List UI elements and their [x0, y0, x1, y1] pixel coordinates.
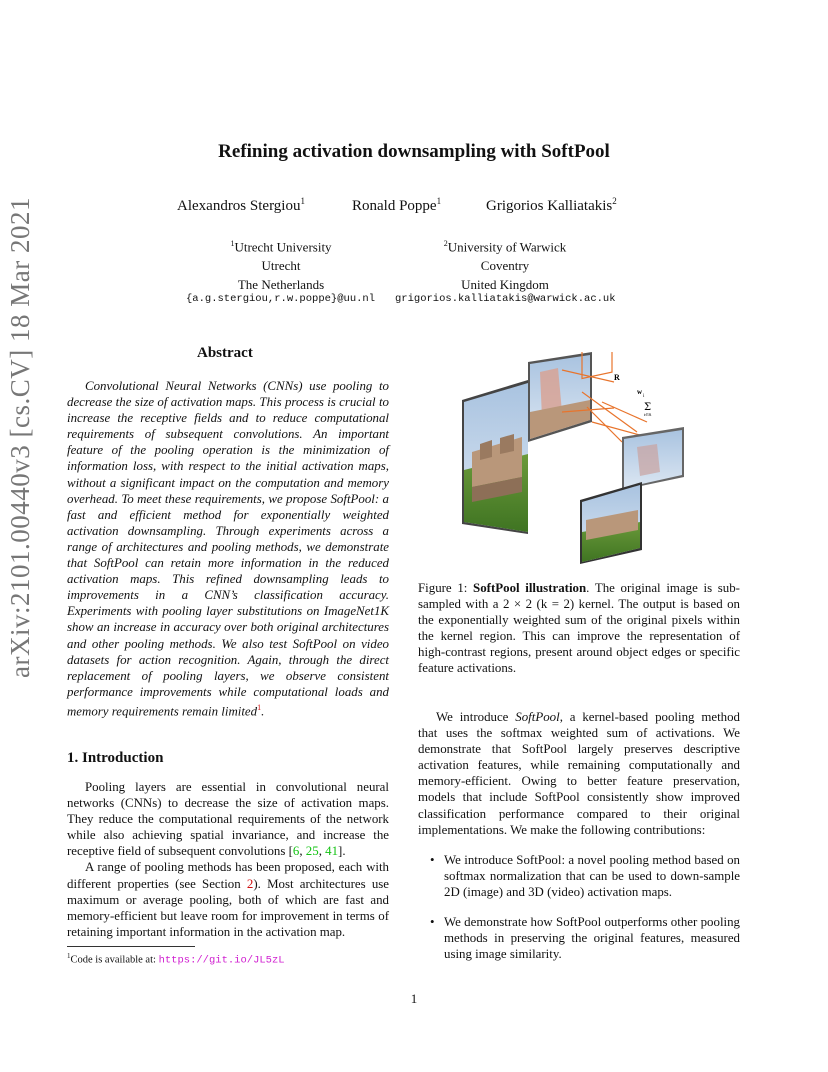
- author-3: [486, 196, 617, 215]
- affiliation-2: [430, 234, 580, 294]
- right-text: , a kernel-based pooling method that uses the softmax weighted sum of activations. We demonstrate that SoftPool largely preserves descriptive activation features, while remaining computationally and memory-efficient. Owing to better feature preservation, models that include SoftPool consistently show improved classification performance compared to their original implementations. We make the following contributions:: [418, 710, 741, 837]
- label-sum: Σ: [644, 402, 652, 413]
- list-item: [418, 852, 740, 900]
- aff-line: The Netherlands: [237, 277, 325, 293]
- output-image-layer: [622, 427, 684, 490]
- author-sup: 1: [300, 196, 305, 206]
- list-item: [418, 914, 740, 962]
- label-R: R: [614, 373, 620, 382]
- author-name: Grigorios Kalliatakis: [486, 198, 613, 214]
- aff-line: Utrecht University: [234, 239, 332, 255]
- caption-prefix: Figure 1:: [418, 581, 474, 595]
- footnote-marker[interactable]: 1: [257, 702, 262, 712]
- author-1: [177, 196, 305, 215]
- intro-body: Pooling layers are essential in convolutional neural networks (CNNs) to decrease the size of activation maps. They reduce the computational requirements of the network while also achieving spatial invariance, and increase the receptive field of subsequent convolutions [6, 25, 41]. A range of pooling methods has been proposed, each with different properties (see Section 2). Most architectures use maximum or average pooling, both of which are fast and memory-efficient but leave room for improvement in terms of retaining important information in the activation map.: [67, 780, 390, 939]
- intro-heading: 1. Introduction: [67, 750, 164, 766]
- citation-link[interactable]: 25: [305, 844, 319, 859]
- contributions-list: [418, 852, 740, 975]
- abstract-text: Convolutional Neural Networks (CNNs) use pooling to decrease the size of activation maps. This process is crucial to increase the receptive fields and to reduce computational requirements of subsequent convolutions. An important feature of the pooling operation is the minimization of information loss, with respect to the initial activation maps, without a significant impact on the computation and memory overhead. To meet these requirements, we propose SoftPool: a fast and efficient method for exponentially weighted activation downsampling. Through experiments across a range of architectures and pooling methods, we demonstrate that SoftPool can retain more information in the reduced activation maps. This refined downsampling leads to improvements in a CNN’s classification accuracy. Experiments with pooling layer substitutions on ImageNet1K show an increase in accuracy over both original architectures and other pooling methods. We also test SoftPool on video datasets for action recognition. Again, through the direct replacement of pooling layers, we observe consistent performance improvements while computational loads and memory requirements remain limited: [67, 379, 389, 719]
- author-sup: 2: [612, 196, 617, 206]
- footnote-rule: [67, 946, 195, 947]
- aff-line: United Kingdom: [461, 277, 549, 293]
- footnote: [67, 952, 285, 967]
- citation-link[interactable]: 6: [292, 844, 300, 859]
- figure-caption: [418, 580, 740, 677]
- citation-link[interactable]: 41: [325, 844, 339, 859]
- email-2: grigorios.kalliatakis@warwick.ac.uk: [395, 293, 616, 305]
- label-w: w: [637, 388, 643, 396]
- aff-sup: 2: [443, 239, 448, 248]
- aff-line: Utrecht: [261, 258, 301, 274]
- intro-text: ). Most architectures use maximum or average pooling, both of which are fast and memory-efficient but leave room for improvement in terms of retaining important information in the activation map.: [67, 876, 390, 939]
- footnote-text: Code is available at:: [70, 954, 159, 966]
- intro-text: A range of pooling methods has been proposed, each with different properties (see Section: [67, 860, 389, 891]
- softpool-em: SoftPool: [515, 710, 560, 724]
- output-image-bottom: [580, 482, 642, 564]
- page-number: 1: [410, 991, 418, 1006]
- contributions-intro: [418, 709, 740, 838]
- affiliation-1: [206, 234, 356, 294]
- arxiv-sidebar-id: arXiv:2101.00440v3 [cs.CV] 18 Mar 2021: [5, 197, 35, 678]
- section-link[interactable]: 2: [246, 876, 254, 891]
- email-1: {a.g.stergiou,r.w.poppe}@uu.nl: [186, 293, 376, 305]
- aff-line: Coventry: [480, 258, 530, 274]
- label-sum-sub: i∈R: [644, 412, 652, 417]
- author-name: Alexandros Stergiou: [177, 198, 301, 214]
- bullet-dot: •: [430, 853, 435, 867]
- abstract-heading: Abstract: [197, 345, 253, 361]
- right-text: We introduce: [436, 710, 516, 724]
- author-name: Ronald Poppe: [352, 198, 437, 214]
- footnote-sup: 1: [67, 952, 71, 960]
- caption-text: . The original image is sub-sampled with a 2 × 2 (k = 2) kernel. The output is based on the exponentially weighted sum of the original pixels within the kernel region. This can improve the representation of high-contrast regions, present around object edges or specific feature activations.: [418, 581, 740, 676]
- intro-text: ].: [338, 844, 346, 859]
- aff-sup: 1: [230, 239, 235, 248]
- softpool-figure: [462, 352, 690, 570]
- paper-title: Refining activation downsampling with SoftPool: [218, 141, 610, 162]
- aff-line: University of Warwick: [447, 239, 567, 255]
- caption-bold: SoftPool illustration: [473, 581, 587, 595]
- author-2: [352, 196, 441, 215]
- bullet-text: We demonstrate how SoftPool outperforms other pooling methods in preserving the original features, measured using image similarity.: [444, 915, 740, 962]
- code-link[interactable]: https://git.io/JL5zL: [158, 954, 285, 967]
- bullet-dot: •: [430, 915, 435, 930]
- intro-text: Pooling layers are essential in convolutional neural networks (CNNs) to decrease the size of activation maps. They reduce the computational requirements of the network while also achieving spatial invariance, and increase the receptive field of subsequent convolutions [: [67, 780, 389, 859]
- bullet-text: We introduce SoftPool: a novel pooling method based on softmax normalization that can be used to down-sample 2D (image) and 3D (video) activation maps.: [444, 853, 740, 900]
- label-w-sub: i: [643, 394, 645, 399]
- abstract-body: Convolutional Neural Networks (CNNs) use pooling to decrease the size of activation maps. This process is crucial to increase the receptive fields and to reduce computational requirements of subsequent convolutions. An important feature of the pooling operation is the minimization of information loss, with respect to the initial activation maps, without a significant impact on the computation and memory overhead. To meet these requirements, we propose SoftPool: a fast and efficient method for exponentially weighted activation downsampling. Through experiments across a range of architectures and pooling methods, we demonstrate that SoftPool can retain more information in the reduced activation maps. This refined downsampling leads to improvements in a CNN’s classification accuracy. Experiments with pooling layer substitutions on ImageNet1K show an increase in accuracy over both original architectures and other pooling methods. We also test SoftPool on video datasets for action recognition. Again, through the direct replacement of pooling layers, we observe consistent performance improvements while computational loads and memory requirements remain limited$^1$.: [67, 379, 389, 719]
- author-sup: 1: [436, 196, 442, 206]
- input-image-layer: [462, 380, 528, 534]
